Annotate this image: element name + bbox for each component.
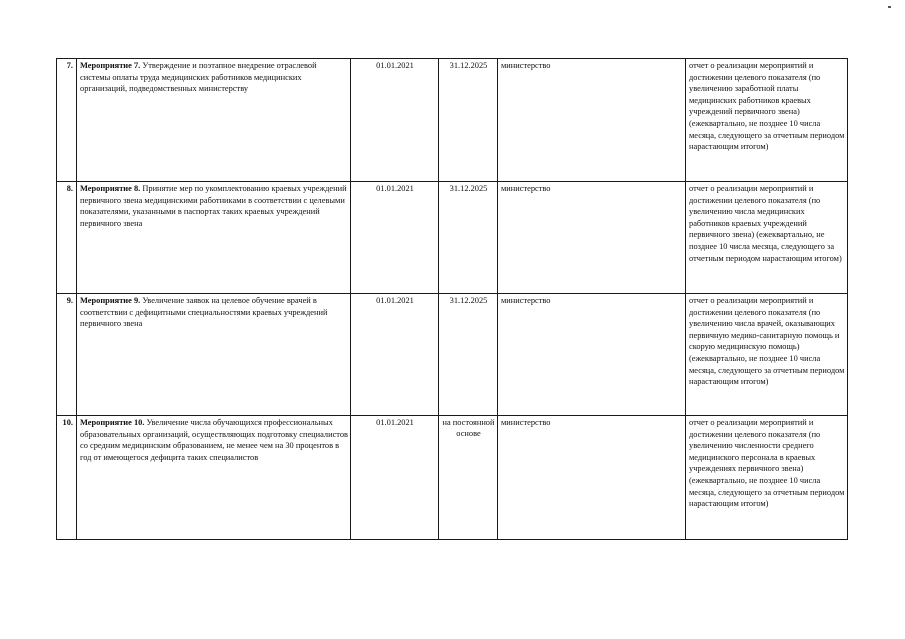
activity-cell bbox=[77, 294, 351, 416]
table-row bbox=[57, 59, 848, 182]
start-date: 01.01.2021 bbox=[351, 59, 439, 182]
expected-result: отчет о реализации мероприятий и достижении целевого показателя (по увеличению численности среднего медицинского персонала в краевых учреждениях первичного звена) (ежеквартально, не позднее 10 числа месяца, следующего за отчетным периодом нарастающим итогом) bbox=[686, 416, 848, 540]
row-number: 9. bbox=[57, 294, 77, 416]
activity-title: Мероприятие 7. bbox=[80, 61, 141, 70]
table-row bbox=[57, 294, 848, 416]
end-date bbox=[439, 416, 498, 540]
scan-mark bbox=[888, 6, 891, 8]
activity-cell bbox=[77, 182, 351, 294]
expected-result: отчет о реализации мероприятий и достижении целевого показателя (по увеличению числа врачей, оказывающих первичную медико-санитарную помощь и скорую медицинскую помощь) (ежеквартально, не позднее 10 числа месяца, следующего за отчетным периодом нарастающим итогом) bbox=[686, 294, 848, 416]
activity-cell bbox=[77, 416, 351, 540]
end-date bbox=[439, 294, 498, 416]
start-date: 01.01.2021 bbox=[351, 294, 439, 416]
expected-result: отчет о реализации мероприятий и достижении целевого показателя (по увеличению заработной платы медицинских работников краевых учреждений первичного звена) (ежеквартально, не позднее 10 числа месяца, следующего за отчетным периодом нарастающим итогом) bbox=[686, 59, 848, 182]
table-row bbox=[57, 416, 848, 540]
row-number: 7. bbox=[57, 59, 77, 182]
end-date-text: 31.12.2025 bbox=[449, 296, 488, 305]
responsible-executor: министерство bbox=[498, 294, 686, 416]
responsible-executor: министерство bbox=[498, 59, 686, 182]
activity-description: Увеличение заявок на целевое обучение врачей в соответствии с дефицитными специальностями краевых учреждений первичного звена bbox=[80, 296, 328, 329]
row-number: 10. bbox=[57, 416, 77, 540]
table-row bbox=[57, 182, 848, 294]
activity-title: Мероприятие 10. bbox=[80, 418, 145, 427]
activity-description: Утверждение и поэтапное внедрение отраслевой системы оплаты труда медицинских работников медицинских организаций, подведомственных министерству bbox=[80, 61, 317, 94]
activity-cell bbox=[77, 59, 351, 182]
activity-title: Мероприятие 8. bbox=[80, 184, 141, 193]
end-date-text: на постоянной основе bbox=[442, 418, 495, 438]
end-date-text: 31.12.2025 bbox=[449, 184, 488, 193]
responsible-executor: министерство bbox=[498, 182, 686, 294]
activity-title: Мероприятие 9. bbox=[80, 296, 141, 305]
expected-result: отчет о реализации мероприятий и достижении целевого показателя (по увеличению числа медицинских работников краевых учреждений первичного звена) (ежеквартально, не позднее 10 числа месяца, следующего за отчетным периодом нарастающим итогом) bbox=[686, 182, 848, 294]
start-date: 01.01.2021 bbox=[351, 182, 439, 294]
activity-description: Увеличение числа обучающихся профессиональных образовательных организаций, осуществляющих подготовку специалистов со средним медицинским образованием, не менее чем на 30 процентов в год от имеющегося дефицита таких специалистов bbox=[80, 418, 349, 462]
row-number: 8. bbox=[57, 182, 77, 294]
start-date: 01.01.2021 bbox=[351, 416, 439, 540]
responsible-executor: министерство bbox=[498, 416, 686, 540]
activity-description: Принятие мер по укомплектованию краевых учреждений первичного звена медицинскими работниками в соответствии с целевыми показателями, указанными в паспортах таких краевых учреждений первичного звена bbox=[80, 184, 347, 228]
end-date bbox=[439, 182, 498, 294]
end-date-text: 31.12.2025 bbox=[449, 61, 488, 70]
activities-table bbox=[56, 58, 848, 540]
end-date bbox=[439, 59, 498, 182]
